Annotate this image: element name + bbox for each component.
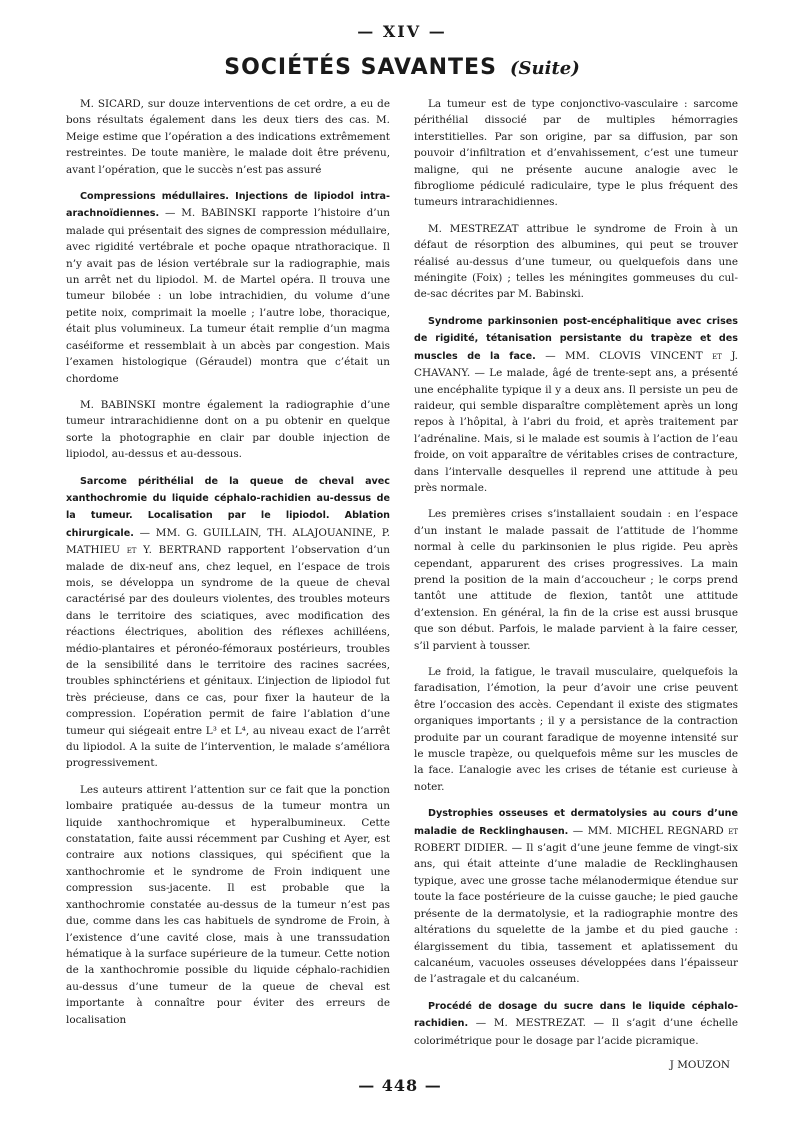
author-name: M. SICARD xyxy=(80,98,141,110)
section-heading: Dystrophies osseuses et dermatolysies au cours d’une maladie de Recklinghausen. xyxy=(414,808,738,837)
paragraph-auteurs: Les auteurs attirent l’attention sur ce fait que la ponction lombaire pratiquée au-dessus de la tumeur montra un liquide xanthochromique et hyperalbumineux. Cette constatation, faite aussi récemment par Cushing et Ayer, est contraire aux notions classiques, qui spécifient que la xanthochromie et le syndrome de Froin indiquent une compression sus-jacente. Il est probable que la xanthochromie constatée au-dessus de la tumeur n’est pas due, comme dans les cas habituels de syndrome de Froin, à l’existence d’une cavité close, mais à une transsudation hématique à la surface supérieure de la tumeur. Cette notion de la xanthochromie possible du liquide céphalo-rachidien au-dessus d’une tumeur de la queue de cheval est importante à connaître pour éviter des erreurs de localisation xyxy=(66,783,390,1026)
section-heading: Compressions médullaires. Injections de lipiodol intra-arachnoïdiennes. xyxy=(66,191,390,220)
section-sarcome xyxy=(66,473,390,772)
author-name: — MM. MICHEL REGNARD et ROBERT DIDIER. xyxy=(414,824,738,855)
author-name: — M. BABINSKI xyxy=(165,207,257,220)
author-name: — MM. G. GUILLAIN, TH. ALAJOUANINE, P. MATHIEU et Y. BERTRAND xyxy=(66,526,390,557)
two-column-body xyxy=(66,96,738,1073)
paragraph-text: montre également la radiographie d’une tumeur intrarachidienne dont on a pu obtenir en quelque sorte la photographie en clair par double injection de lipiodol, au-dessus et au-dessous. xyxy=(66,398,390,461)
paragraph-text: — Il s’agit d’une échelle colorimétrique pour le dosage par l’acide picramique. xyxy=(414,1017,738,1047)
section-heading: Sarcome périthélial de la queue de cheval avec xanthochromie du liquide céphalo-rachidien au-dessus de la tumeur. Localisation par le lipiodol. Ablation chirurgicale. xyxy=(66,475,390,539)
author-name: M. BABINSKI xyxy=(80,398,156,411)
paragraph-froid: Le froid, la fatigue, le travail musculaire, quelquefois la faradisation, l’émotion, la peur d’avoir une crise peuvent être l’occasion des accès. Cependant il existe des stigmates organiques importants ; il y a persistance de la contraction produite par un courant faradique de moyenne intensité sur le muscle trapèze, ou quelquefois même sur les muscles de la face. L’analogie avec les crises de tétanie est curieuse à noter. xyxy=(414,666,738,793)
paragraph-text: rapporte l’histoire d’un malade qui présentait des signes de compression médullaire, avec rigidité vertébrale et poche opaque ntrathoracique. Il n’y avait pas de lésion vertébrale sur la radiographie, mais un arrêt net du lipiodol. M. de Martel opéra. Il trouva une tumeur bilobée : un lobe intrachidien, du volume d’une petite noix, comprimait la moelle ; l’autre lobe, thoracique, était plus volumineux. La tumeur était remplie d’un magma caséiforme et ressemblait à un abcès par congestion. Mais l’examen histologique (Géraudel) montra que c’était un chordome xyxy=(66,207,390,385)
paragraph-mestrezat xyxy=(414,221,738,303)
left-column xyxy=(66,96,390,1073)
page-subtitle: (Suite) xyxy=(510,58,580,79)
page-title: SOCIÉTÉS SAVANTES xyxy=(224,55,497,80)
paragraph-premieres-crises: Les premières crises s’installaient soudain : en l’espace d’un instant le malade passait de l’attitude de l’homme normal à celle du parkinsonien le plus rigide. Peu après cependant, apparurent des crises progressives. La main prend la position de la main d’accoucheur ; le corps prend tantôt une attitude de flexion, tantôt une attitude d’extension. En général, la fin de la crise est aussi brusque que son début. Parfois, le malade parvient à la faire cesser, s’il parvient à tousser. xyxy=(414,508,738,652)
paragraph-text: — Le malade, âgé de trente-sept ans, a présenté une encéphalite typique il y a deux ans. Il persiste un peu de raideur, qui semble disparaître complètement après un long repos à l’hôpital, à l’abri du froid, et après traitement par l’adrénaline. Mais, si le malade est soumis à l’action de l’eau froide, on voit apparaître de véritables crises de contracture, dans l’intervalle desquelles il reprend une attitude à peu près normale. xyxy=(414,367,738,494)
section-title-row xyxy=(66,52,738,84)
paragraph-babinski xyxy=(66,397,390,463)
section-dosage-sucre xyxy=(414,998,738,1049)
section-heading: Procédé de dosage du sucre dans le liquide céphalo-rachidien. xyxy=(414,1000,738,1030)
paragraph-text: rapportent l’observation d’un malade de dix-neuf ans, chez lequel, en l’espace de trois mois, se développa un syndrome de la queue de cheval caractérisé par des douleurs violentes, des troubles moteurs dans le territoire des sciatiques, avec modification des réactions électriques, abolition des réflexes achilléens, médio-plantaires et péronéo-fémoraux postérieurs, troubles de la sensibilité dans le territoire des racines sacrées, troubles sphinctériens et génitaux. L’injection de lipiodol fut très précieuse, dans ce cas, pour fixer la hauteur de la compression. L’opération permit de faire l’ablation d’une tumeur qui siégeait entre L³ et L⁴, au niveau exact de l’arrêt du lipiodol. A la suite de l’intervention, le malade s’améliora progressivement. xyxy=(66,544,390,770)
paragraph-text: attribue le syndrome de Froin à un défaut de résorption des albumines, qui peut se trouver réalisé au-dessus d’une tumeur, ou quelquefois dans une méningite (Foix) ; telles les méningites gommeuses du cul-de-sac décrites par M. Babinski. xyxy=(414,222,738,301)
signature: J MOUZON xyxy=(669,1058,730,1071)
roman-page-number: — XIV — xyxy=(357,22,447,41)
section-dystrophies xyxy=(414,805,738,987)
paragraph-sicard xyxy=(66,96,390,178)
paragraph-tumeur: La tumeur est de type conjonctivo-vasculaire : sarcome périthélial dissocié par de multiples hémorragies interstitielles. Par son origine, par sa diffusion, par son pouvoir d’infiltration et d’envahissement, c’est une tumeur maligne, qui ne présente aucune analogie avec le fibrogliome pédiculé radiculaire, type le plus fréquent des tumeurs intrarachidiennes. xyxy=(414,98,738,209)
right-column xyxy=(414,96,738,1073)
paragraph-text: — Il s’agit d’une jeune femme de vingt-six ans, qui était atteinte d’une maladie de Recklinghausen typique, avec une grosse tache mélanodermique étendue sur toute la face postérieure de la cuisse gauche; le pied gauche présente de la dermatolysie, et la radiographie montre des altérations du squelette de la jambe et du pied gauche : élargissement du tibia, tassement et aplatissement du calcanéum, vacuoles osseuses développées dans l’épaisseur de l’astragale et du calcanéum. xyxy=(414,842,738,986)
paragraph-text: , sur douze interventions de cet ordre, a eu de bons résultats également dans les deux tiers des cas. M. Meige estime que l’opération a des indications extrêmement restreintes. De toute manière, le malade doit être prévenu, avant l’opération, que le succès n’est pas assuré xyxy=(66,98,390,176)
author-name: — M. MESTREZAT. xyxy=(475,1017,586,1030)
section-parkinsonien xyxy=(414,313,738,496)
author-name: — MM. CLOVIS VINCENT et J. CHAVANY. xyxy=(414,349,738,380)
section-heading: Syndrome parkinsonien post-encéphalitique avec crises de rigidité, tétanisation persistante du trapèze et des muscles de la face. xyxy=(414,315,738,362)
page-number: — 448 — xyxy=(358,1076,442,1095)
author-name: M. MESTREZAT xyxy=(428,222,519,235)
section-compressions xyxy=(66,188,390,387)
